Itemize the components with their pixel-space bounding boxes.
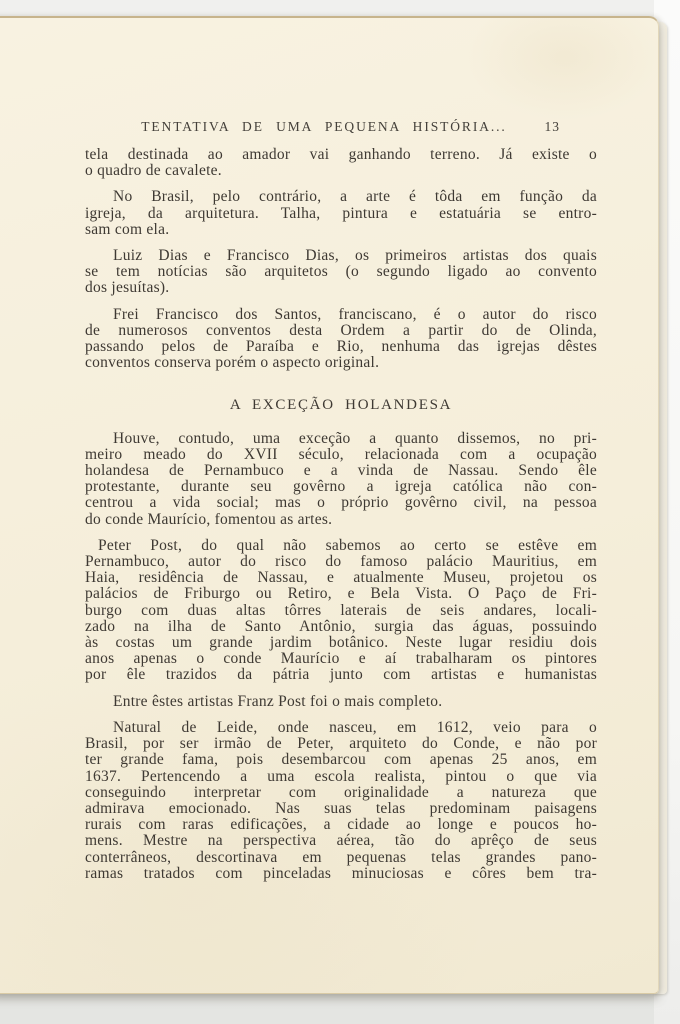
text-line: Luiz Dias e Francisco Dias, os primeiros artistas dos quais <box>113 247 597 265</box>
paragraph <box>85 431 597 528</box>
paragraph <box>85 147 597 179</box>
text-line: mens. Mestre na perspectiva aérea, tão do aprêço de seus <box>85 832 597 850</box>
page-body <box>85 147 597 882</box>
text-line: sam com ela. <box>85 220 170 238</box>
text-line: anos apenas o conde Maurício e aí trabalharam os pintores <box>85 650 597 668</box>
text-line: igreja, da arquitetura. Talha, pintura e estatuária se entro- <box>85 204 597 222</box>
text-line: Brasil, por ser irmão de Peter, arquiteto do Conde, e não por <box>85 735 597 753</box>
text-line: conseguindo interpretar com originalidade a natureza que <box>85 783 597 801</box>
text-line: holandesa de Pernambuco e a vinda de Nassau. Sendo êle <box>85 462 597 480</box>
text-line: burgo com duas altas tôrres laterais de seis andares, locali- <box>85 601 597 619</box>
text-line: zado na ilha de Santo Antônio, surgia das águas, possuindo <box>85 617 597 635</box>
text-line: se tem notícias são arquitetos (o segundo ligado ao convento <box>85 263 597 281</box>
text-line: centrou a vida social; mas o próprio govêrno civil, na pessoa <box>85 494 597 512</box>
paragraph <box>85 538 597 684</box>
text-line: Natural de Leide, onde nasceu, em 1612, veio para o <box>113 718 597 736</box>
paragraph <box>85 248 597 297</box>
text-line: por êle trazidos da pátria junto com artistas e humanistas <box>85 666 597 684</box>
text-line: conventos conserva porém o aspecto original. <box>85 354 380 372</box>
text-line: Pernambuco, autor do risco do famoso palácio Mauritius, em <box>85 553 597 571</box>
text-line: às costas um grande jardim botânico. Neste lugar residiu dois <box>85 634 597 652</box>
text-line: passando pelos de Paraíba e Rio, nenhuma das igrejas dêstes <box>85 338 597 356</box>
text-line: meiro meado do XVII século, relacionada com a ocupação <box>85 445 597 463</box>
text-line: Frei Francisco dos Santos, franciscano, é o autor do risco <box>113 305 597 323</box>
section-heading: A EXCEÇÃO HOLANDESA <box>229 397 453 414</box>
text-line: o quadro de cavalete. <box>85 162 222 180</box>
paragraph <box>85 720 597 882</box>
text-line: Entre êstes artistas Franz Post foi o mais completo. <box>113 692 443 710</box>
text-line: 1637. Pertencendo a uma escola realista, pintou o que via <box>85 767 597 785</box>
paragraph <box>85 694 597 710</box>
text-line: ramas tratados com pinceladas minuciosas e côres bem tra- <box>85 864 597 882</box>
text-line: protestante, durante seu govêrno a igreja católica não con- <box>85 478 597 496</box>
text-line: No Brasil, pelo contrário, a arte é tôda em função da <box>113 188 597 206</box>
book-page <box>0 16 659 994</box>
text-line: conterrâneos, descortinava em pequenas telas grandes pano- <box>85 848 597 866</box>
text-line: dos jesuítas). <box>85 279 170 297</box>
page-number: 13 <box>544 119 560 134</box>
text-line: Haia, residência de Nassau, e atualmente Museu, projetou os <box>85 569 597 587</box>
text-line: tela destinada ao amador vai ganhando terreno. Já existe o <box>85 146 597 163</box>
text-line: ter grande fama, pois desembarcou com apenas 25 anos, em <box>85 751 597 769</box>
text-line: admirava emocionado. Nas suas telas predominam paisagens <box>85 799 597 817</box>
text-line: rurais com raras edificações, a cidade ao longe e poucos ho- <box>85 816 597 834</box>
text-line: palácios de Friburgo ou Retiro, e Bela Vista. O Paço de Fri- <box>85 585 597 603</box>
paragraph <box>85 189 597 238</box>
text-line: Peter Post, do qual não sabemos ao certo se estêve em <box>98 536 597 554</box>
text-line: do conde Maurício, fomentou as artes. <box>85 510 333 528</box>
text-line: de numerosos conventos desta Ordem a partir do de Olinda, <box>85 321 597 339</box>
running-header <box>85 119 597 136</box>
text-line: Houve, contudo, uma exceção a quanto dissemos, no pri- <box>113 429 597 447</box>
paragraph <box>85 307 597 372</box>
running-header-title: TENTATIVA DE UMA PEQUENA HISTÓRIA... <box>141 119 507 134</box>
text-column <box>85 119 597 882</box>
